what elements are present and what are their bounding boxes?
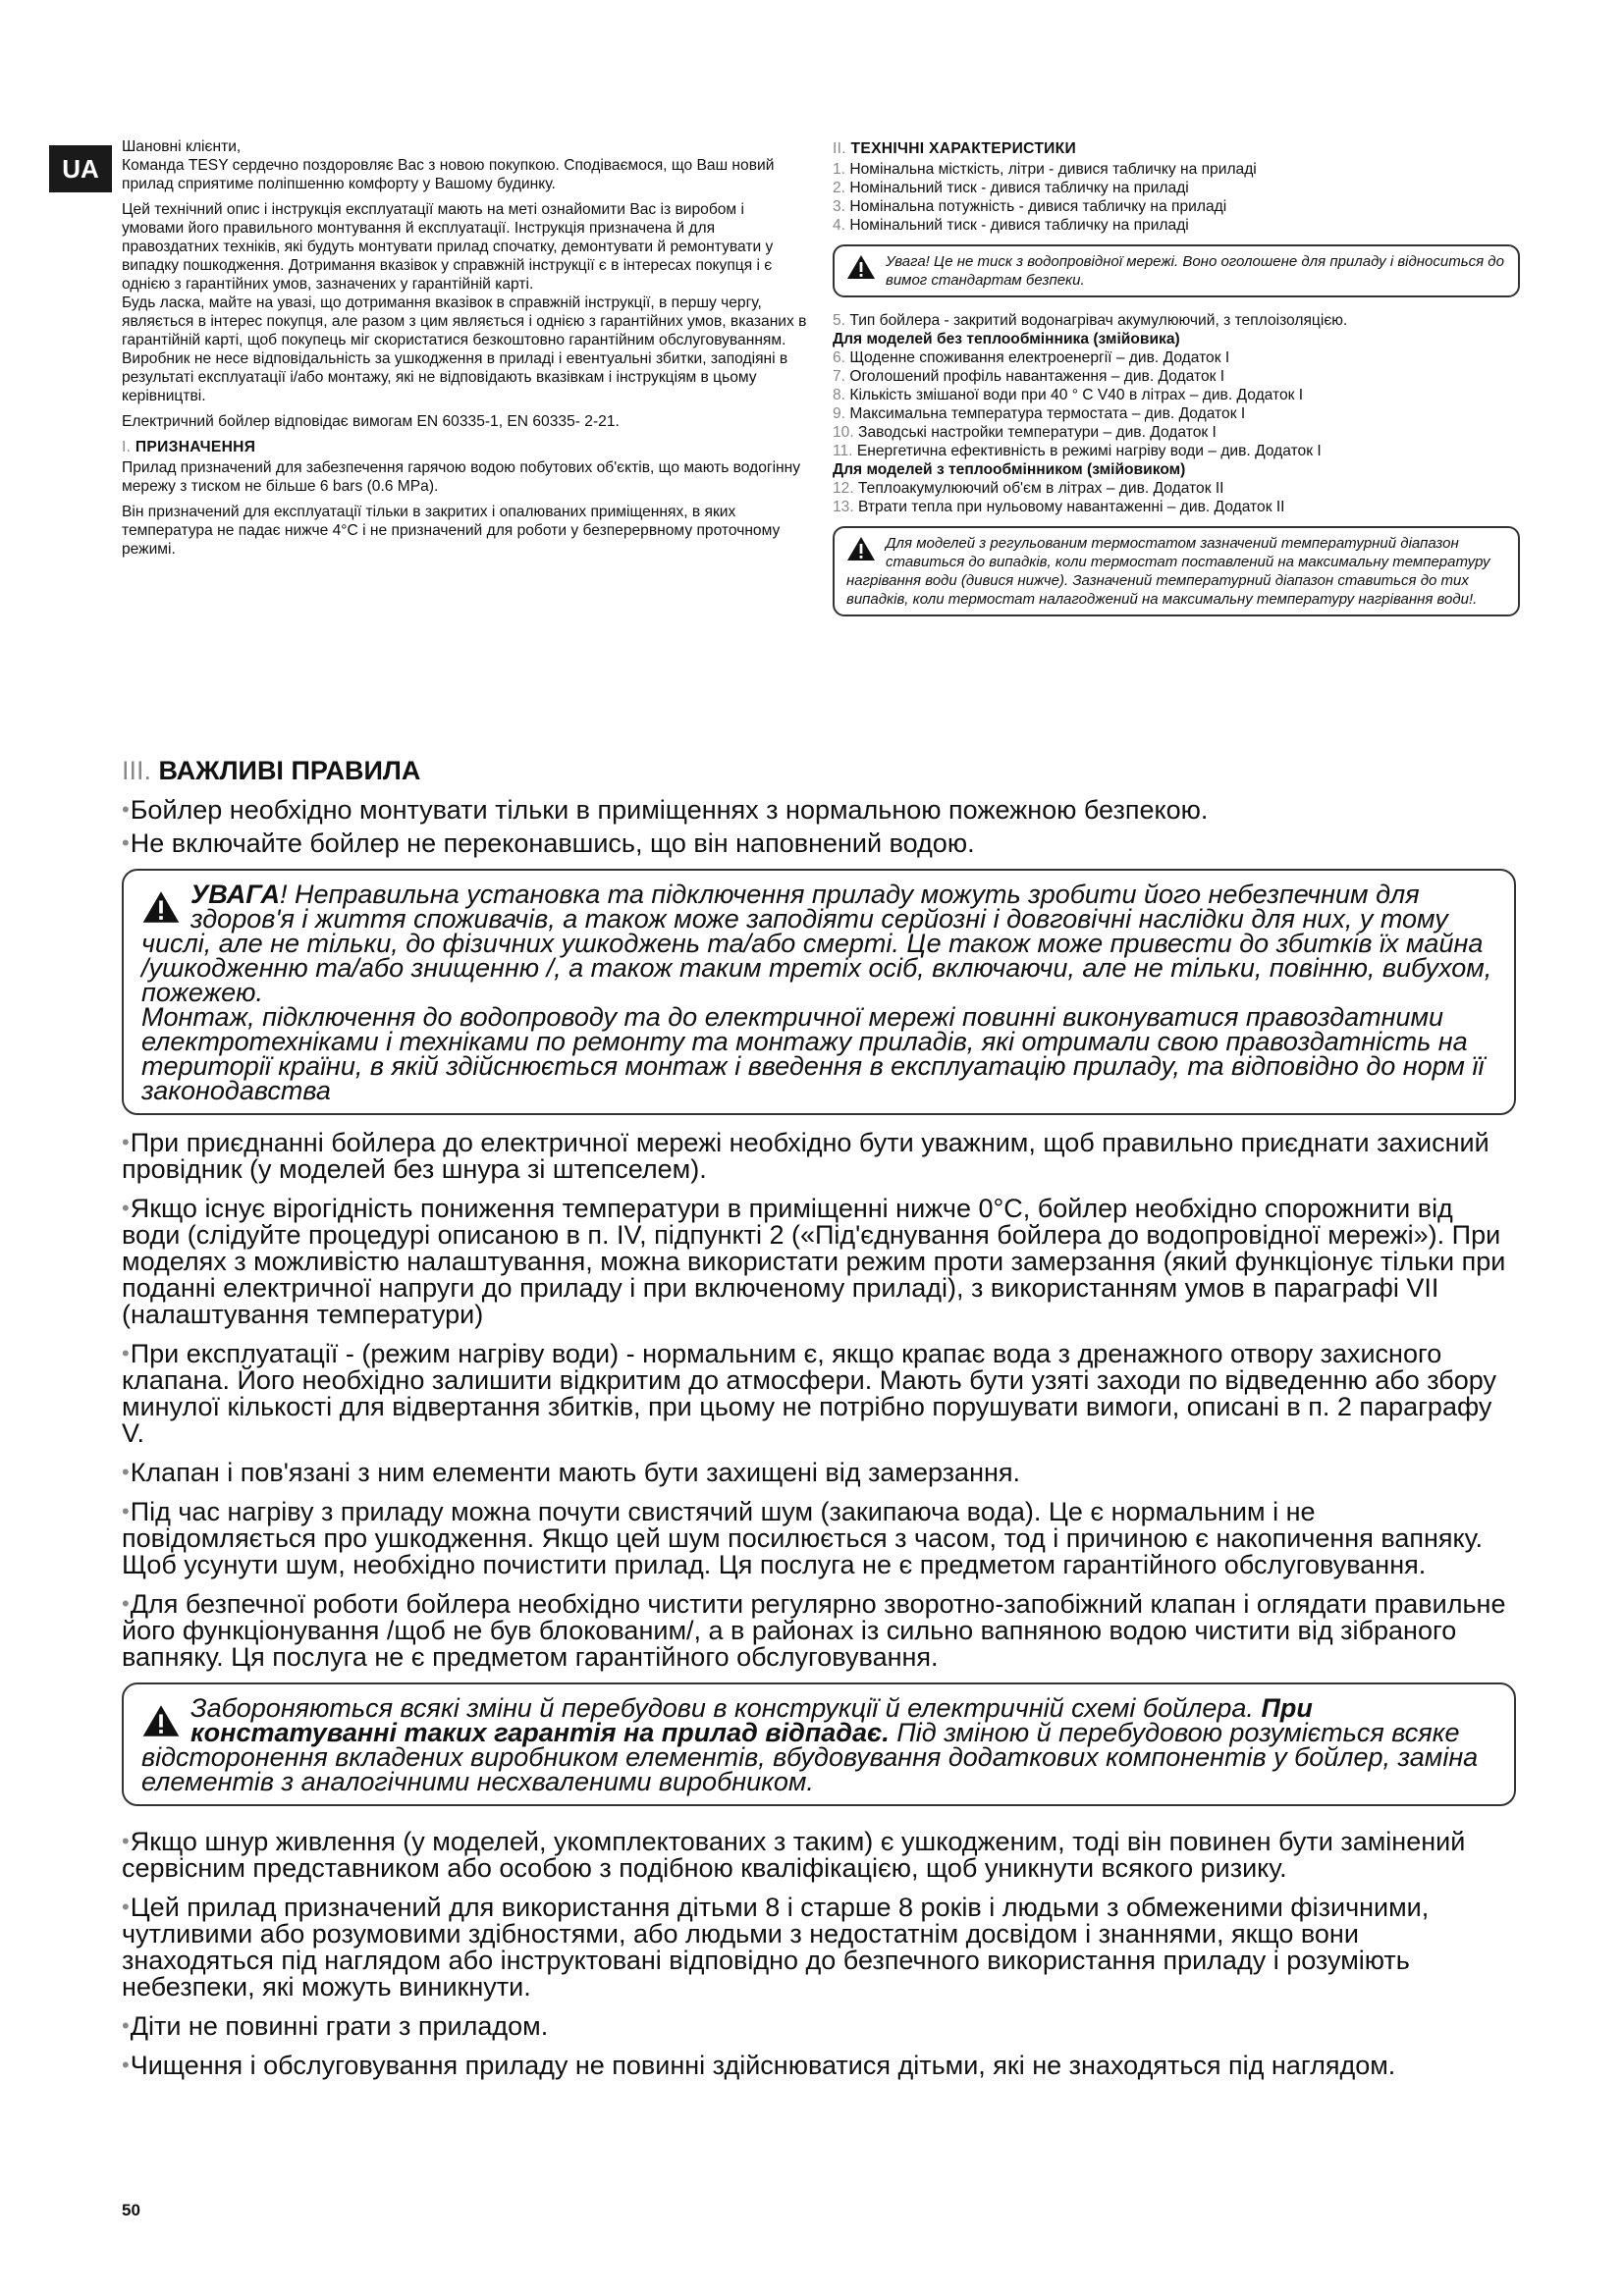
modification-warning-box — [122, 1682, 1516, 1806]
rule-paragraph: •Цей прилад призначений для використання дітьми 8 і старше 8 років і людьми з обмеженими фізичними, чутливими або розумовими здібностями, або людьми з недостатнім досвідом і знаннями, якщо вони знаходяться під наглядом або інструктовані відповідно до безпечного використання приладу і розуміють небезпеки, які можуть виникнути. — [122, 1893, 1430, 2002]
spec-item: 10. Заводські настройки температури – див. Додаток І — [833, 424, 1217, 441]
spec-item: 13. Втрати тепла при нульовому навантаженні – див. Додаток ІІ — [833, 499, 1285, 515]
language-badge: UA — [49, 145, 112, 192]
modification-warning-text-2: Під зміною й перебудовою розуміється всяке відсторонення вкладених виробником елементів, вбудовування додаткових компонентів у бойлер, заміна елементів з аналогічними несхваленими виробником. — [141, 1718, 1479, 1796]
rule-paragraph: •Для безпечної роботи бойлера необхідно чистити регулярно зворотно-запобіжний клапан і оглядати правильне його функціонування /щоб не був блокованим/, а в районах із сильно вапняною водою чистити від зібраного вапняку. Ця послуга не є предметом гарантійного обслуговування. — [122, 1589, 1506, 1672]
spec-item-5: 5. Тип бойлера - закритий водонагрівач акумулюючий, з теплоізоляцією. — [833, 312, 1348, 329]
installation-warning-text-2: Монтаж, підключення до водопроводу та до електричної мережі повинні виконуватися правоздатними електротехніками і техніками по ремонту та монтажу приладів, які отримали свою правоздатність на території країни, в якій здійснюється монтаж і введення в експлуатацію приладу, та відповідно до норм її законодавства — [141, 1002, 1485, 1105]
rule-paragraph: •Бойлер необхідно монтувати тільки в приміщеннях з нормальною пожежною безпекою. — [122, 795, 1209, 825]
warning-icon — [846, 536, 876, 561]
intro-para-4: Електричний бойлер відповідає вимогам EN 60335-1, EN 60335- 2-21. — [122, 413, 620, 430]
section-1-heading — [122, 438, 809, 456]
thermostat-warning-text: Для моделей з регульованим термостатом зазначений температурний діапазон ставиться до випадків, коли термостат поставлений на максимальну температуру нагрівання води (дивися нижче). Зазначений температурний діапазон ставиться до тих випадків, коли термостат налагоджений на максимальну температуру нагрівання води!. — [846, 535, 1490, 608]
subheading-no-exchanger: Для моделей без теплообмінника (змійовика) — [833, 331, 1180, 347]
page-number: 50 — [122, 2201, 140, 2219]
section-2-number: II. — [833, 140, 846, 157]
bullet-icon: • — [122, 1130, 130, 1154]
bullet-icon: • — [122, 1829, 130, 1853]
rule-paragraph: •Якщо існує вірогідність пониження температури в приміщенні нижче 0°C, бойлер необхідно спорожнити від води (слідуйте процедурі описаною в п. IV, підпункті 2 («Під'єднування бойлера до водопровідної мережі»). При моделях з можливістю налаштування, можна використати режим проти замерзання (який функціонує тільки при поданні електричної напруги до приладу і при включеному приладі), з використанням умов в параграфі VII (налаштування температури) — [122, 1194, 1506, 1329]
section-1-para-2: Він призначений для експлуатації тільки в закритих і опалюваних приміщеннях, в яких температура не падає нижче 4°C і не призначений для роботи у безперервному проточному режимі. — [122, 504, 781, 558]
installation-warning-box — [122, 869, 1516, 1115]
warning-icon — [141, 890, 181, 924]
subheading-with-exchanger: Для моделей з теплообмінником (змійовиком) — [833, 461, 1186, 478]
rule-paragraph: •При експлуатації - (режим нагріву води) - нормальним є, якщо крапає вода з дренажного отвору захисного клапана. Його необхідно залишити відкритим до атмосфери. Мають бути узяті заходи по відведенню або збору минулої кількості для відвертання збитків, при цьому не потрібно порушувати вимоги, описані в п. 2 параграфу V. — [122, 1339, 1497, 1448]
section-1-para-1: Прилад призначений для забезпечення гарячою водою побутових об'єктів, що мають водогінну мережу з тиском не більше 6 bars (0.6 MPa). — [122, 459, 801, 495]
important-rules-section — [122, 758, 1516, 2091]
intro-para-1: Команда TESY сердечно поздоровляє Вас з новою покупкою. Сподіваємося, що Ваш новий прилад сприятиме поліпшенню комфорту у Вашому будинку. — [122, 157, 775, 192]
rule-paragraph: •Під час нагріву з приладу можна почути свистячий шум (закипаюча вода). Це є нормальним і не повідомляється про ушкодження. Якщо цей шум посилюється з часом, тод і причиною є накопичення вапняку. Щоб усунути шум, необхідно почистити прилад. Ця послуга не є предметом гарантійного обслуговування. — [122, 1497, 1483, 1579]
spec-item: 2. Номінальний тиск - дивися табличку на приладі — [833, 180, 1189, 196]
section-2-heading — [833, 139, 1520, 158]
warning-label: УВАГА — [190, 880, 280, 909]
section-2-title: ТЕХНІЧНІ ХАРАКТЕРИСТИКИ — [850, 140, 1076, 157]
spec-item: 6. Щоденне споживання електроенергії – див. Додаток І — [833, 349, 1230, 366]
bullet-icon: • — [122, 830, 130, 855]
rule-paragraph: •Чищення і обслуговування приладу не повинні здійснюватися дітьми, які не знаходяться під наглядом. — [122, 2051, 1396, 2080]
bullet-icon: • — [122, 1196, 130, 1220]
pressure-warning-box — [833, 244, 1520, 297]
spec-item: 9. Максимальна температура термостата – див. Додаток І — [833, 405, 1246, 422]
rule-paragraph: •Діти не повинні грати з приладом. — [122, 2011, 549, 2041]
bullet-icon: • — [122, 1591, 130, 1616]
rule-paragraph: •Якщо шнур живлення (у моделей, укомплектованих з таким) є ушкодженим, тоді він повинен бути замінений сервісним представником або особою з подібною кваліфікацією, щоб уникнути всякого ризику. — [122, 1827, 1466, 1883]
spec-list-1 — [833, 160, 1520, 235]
spec-item: 12. Теплоакумулюючий об'єм в літрах – див. Додаток ІІ — [833, 480, 1224, 497]
section-3-number: III. — [122, 756, 152, 785]
intro-para-2: Цей технічний опис і інструкція експлуатації мають на меті ознайомити Вас із виробом і умовами його правильного монтування й експлуатації. Інструкція призначена й для правоздатних техніків, які будуть монтувати прилад спочатку, демонтувати й ремонтувати у випадку пошкодження. Дотримання вказівок у справжній інструкції є в інтересах покупця і є однією з гарантійних умов, зазначених у гарантійній карті. — [122, 201, 774, 293]
spec-item: 4. Номінальний тиск - дивися табличку на приладі — [833, 217, 1189, 234]
tech-specs-column — [833, 137, 1520, 630]
section-3-heading — [122, 758, 1516, 784]
intro-para-3: Будь ласка, майте на увазі, що дотримання вказівок в справжній інструкції, в першу чергу, являється в інтерес покупця, але разом з цим являється і однією з гарантійних умов, вказаних в гарантійній карті, щоб покупець міг скористатися безкоштовно гарантійним обслуговуванням. Виробник не несе відповідальність за ушкодження в приладі і евентуальні збитки, заподіяні в результаті експлуатації і/або монтажу, які не відповідають вказівкам і інструкціям в цьому керівництві. — [122, 294, 807, 404]
intro-column — [122, 137, 809, 565]
bullet-icon: • — [122, 1341, 130, 1365]
rule-paragraph: •Клапан і пов'язані з ним елементи мають бути захищені від замерзання. — [122, 1458, 1021, 1487]
rule-paragraph: •Не включайте бойлер не переконавшись, що він наповнений водою. — [122, 828, 975, 858]
warning-icon — [846, 254, 876, 280]
spec-item: 1. Номінальна місткість, літри - дивися табличку на приладі — [833, 161, 1257, 178]
intro-greeting: Шановні клієнти, — [122, 138, 242, 155]
thermostat-warning-box — [833, 526, 1520, 616]
section-1-title: ПРИЗНАЧЕННЯ — [135, 439, 256, 455]
spec-item: 11. Енергетична ефективність в режимі нагріву води – див. Додаток І — [833, 443, 1322, 459]
spec-item: 3. Номінальна потужність - дивися табличку на приладі — [833, 198, 1227, 215]
bullet-icon: • — [122, 2053, 130, 2077]
spec-item: 7. Оголошений профіль навантаження – див. Додаток І — [833, 368, 1225, 385]
rule-paragraph: •При приєднанні бойлера до електричної мережі необхідно бути уважним, щоб правильно приєднати захисний провідник (у моделей без шнура зі штепселем). — [122, 1128, 1489, 1184]
bullet-icon: • — [122, 1499, 130, 1523]
bullet-icon: • — [122, 797, 130, 822]
modification-warning-bold: При констатуванні таких гарантія на прилад відпадає. — [190, 1693, 1313, 1747]
spec-list-2 — [833, 348, 1520, 460]
bullet-icon: • — [122, 2013, 130, 2038]
modification-warning-text: Забороняються всякі зміни й перебудови в конструкції й електричній схемі бойлера. — [190, 1693, 1262, 1723]
bullet-icon: • — [122, 1895, 130, 1919]
spec-list-3 — [833, 479, 1520, 516]
pressure-warning-text: Увага! Це не тиск з водопровідної мережі. Воно оголошене для приладу і відноситься до вимог стандартам безпеки. — [886, 253, 1504, 289]
spec-item: 8. Кількість змішаної води при 40 ° С V40 в літрах – див. Додаток І — [833, 387, 1304, 403]
section-1-number: I. — [122, 439, 132, 455]
section-3-title: ВАЖЛИВІ ПРАВИЛА — [158, 756, 421, 785]
warning-icon — [141, 1704, 181, 1737]
installation-warning-text: ! Неправильна установка та підключення приладу можуть зробити його небезпечним для здоров'я і життя споживачів, а також може заподіяти серйозні і довговічні наслідки для них, у тому числі, але не тільки, до фізичних ушкоджень та/або смерті. Це також може привести до збитків їх майна /ушкодженню та/або знищенню /, а також таким третіх осіб, включаючи, але не тільки, повінню, вибухом, пожежею. — [141, 880, 1492, 1007]
bullet-icon: • — [122, 1460, 130, 1484]
